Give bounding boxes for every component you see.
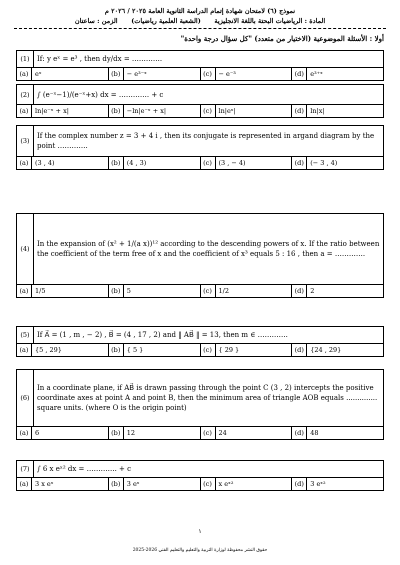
exam-info [0,17,400,25]
answer-option[interactable] [109,344,201,356]
options-row [17,157,383,169]
option-value: 5 [126,287,131,295]
option-letter: (d) [292,344,307,356]
option-letter: (c) [201,344,216,356]
option-value: − e³⁻ˣ [126,70,147,78]
question-row [17,370,383,427]
option-letter: (b) [109,157,124,169]
question-number: (3) [17,126,34,156]
option-value: − e⁻³ [218,70,236,78]
option-letter: (c) [201,105,216,117]
option-value: 1/5 [35,287,46,295]
question-row [17,126,383,157]
option-value: e³⁺ˣ [310,70,323,78]
answer-option[interactable] [109,68,201,80]
options-row [17,344,383,356]
question-text: In the expansion of (x² + 1/(a x))¹² according to the descending powers of x. If the ratio between the coefficient of the term free of x and the coefficient of x³ equals 5 : 16 , then a = …………. [37,240,380,258]
question-number: (7) [17,461,34,477]
option-letter: (d) [292,478,307,490]
answer-option[interactable] [201,285,293,297]
answer-option[interactable] [292,157,383,169]
options-row [17,478,383,490]
answer-option[interactable] [292,427,383,439]
answer-option[interactable] [109,157,201,169]
option-value: ln|e⁻ˣ + x| [35,107,69,115]
option-value: −ln|e⁻ˣ + x| [126,107,167,115]
answer-option[interactable] [109,285,201,297]
answer-option[interactable] [109,105,201,117]
option-value: ln|x| [310,107,325,115]
option-letter: (a) [17,105,32,117]
option-value: 12 [126,429,136,437]
option-letter: (a) [17,478,32,490]
answer-option[interactable] [201,478,293,490]
question-text: If the complex number z = 3 + 4 i , then its conjugate is represented in argand diagram by the point …………. [37,132,375,150]
option-value: eˣ [35,70,42,78]
subject-label: المادة : الرياضيات البحتة باللغة الانجليزية [214,17,326,25]
question-text: ∫ (e⁻ˣ−1)/(e⁻ˣ+x) dx = …………. + c [37,90,164,99]
question-text: ∫ 6 x eˣ² dx = …………. + c [37,465,132,473]
option-value: 3 eˣ² [310,480,326,488]
option-value: (− 3 , 4) [310,159,338,167]
question-block [16,369,384,440]
question-block [16,326,384,357]
answer-option[interactable] [17,427,109,439]
answer-option[interactable] [17,344,109,356]
question-row [17,51,383,68]
question-block [16,50,384,81]
question-number: (1) [17,51,34,67]
option-value: (3 , − 4) [218,159,246,167]
option-letter: (a) [17,157,32,169]
option-letter: (b) [109,344,124,356]
option-value: { 29 } [218,346,240,354]
option-value: {24 , 29} [310,346,342,354]
question-text: If: y eˣ = e³ , then dy/dx = …………. [37,55,163,63]
options-row [17,68,383,80]
answer-option[interactable] [201,344,293,356]
option-value: 6 [35,429,40,437]
answer-option[interactable] [201,105,293,117]
options-row [17,105,383,117]
page-number: ١ [198,528,202,535]
options-row [17,427,383,439]
option-letter: (c) [201,157,216,169]
option-value: x eˣ² [218,480,234,488]
option-letter: (a) [17,344,32,356]
answer-option[interactable] [292,285,383,297]
question-row [17,327,383,344]
option-letter: (c) [201,478,216,490]
question-row [17,85,383,105]
answer-option[interactable] [292,478,383,490]
option-letter: (a) [17,427,32,439]
option-value: 3 x eˣ [35,480,54,488]
answer-option[interactable] [17,478,109,490]
option-letter: (a) [17,285,32,297]
answer-option[interactable] [17,285,109,297]
answer-option[interactable] [17,157,109,169]
option-letter: (d) [292,157,307,169]
question-number: (2) [17,85,34,104]
answer-option[interactable] [109,427,201,439]
option-letter: (d) [292,105,307,117]
question-row [17,214,383,285]
question-block [16,84,384,118]
option-letter: (d) [292,68,307,80]
answer-option[interactable] [292,105,383,117]
option-letter: (c) [201,68,216,80]
option-value: 1/2 [218,287,229,295]
option-letter: (b) [109,105,124,117]
question-block [16,125,384,170]
question-row [17,461,383,478]
answer-option[interactable] [17,105,109,117]
header-divider [14,28,386,29]
copyright-footer: حقوق النشر محفوظة لوزارة التربية والتعليم والتعليم الفني 2026-2025 [132,548,268,553]
option-value: (4 , 3) [126,159,147,167]
question-number: (5) [17,327,34,343]
option-letter: (c) [201,285,216,297]
exam-title: نموذج (٦) لامتحان شهادة إتمام الدراسة الثانوية العامة ٢٠٢٥ / ٢٠٢٦ م [104,7,296,15]
answer-option[interactable] [292,344,383,356]
option-value: 48 [310,429,319,437]
option-letter: (b) [109,285,124,297]
option-letter: (a) [17,68,32,80]
option-letter: (d) [292,285,307,297]
answer-option[interactable] [201,157,293,169]
section-title: أولا : الأسئلة الموضوعية (الاختيار من متعدد) "كل سؤال درجة واحدة" [180,34,384,43]
option-value: {5 , 29} [35,346,62,354]
question-number: (6) [17,370,34,426]
answer-option[interactable] [109,478,201,490]
option-letter: (c) [201,427,216,439]
question-block [16,213,384,298]
option-value: 3 eˣ [126,480,140,488]
option-value: (3 , 4) [35,159,55,167]
option-value: 2 [310,287,315,295]
answer-option[interactable] [292,68,383,80]
option-value: 24 [218,429,227,437]
question-number: (4) [17,214,34,284]
options-row [17,285,383,297]
question-block [16,460,384,491]
question-text: In a coordinate plane, if AB⃗ is drawn passing through the point C (3 , 2) intercepts the positive coordinate axes at point A and point B, then the minimum area of triangle AOB equals .............. square units. (where O is the origin point) [37,384,378,412]
option-letter: (b) [109,68,124,80]
answer-option[interactable] [17,68,109,80]
option-letter: (d) [292,427,307,439]
option-letter: (b) [109,427,124,439]
answer-option[interactable] [201,68,293,80]
option-value: ln|eˣ| [218,107,236,115]
branch-label: (الشعبة العلمية رياضيات) [131,17,201,25]
time-label: الزمن : ساعتان [74,17,118,25]
option-letter: (b) [109,478,124,490]
question-text: If A⃗ = (1 , m , − 2) , B⃗ = (4 , 17 , 2) and ‖ AB⃗ ‖ = 13, then m ∈ …………. [37,331,288,339]
answer-option[interactable] [201,427,293,439]
option-value: { 5 } [126,346,144,354]
